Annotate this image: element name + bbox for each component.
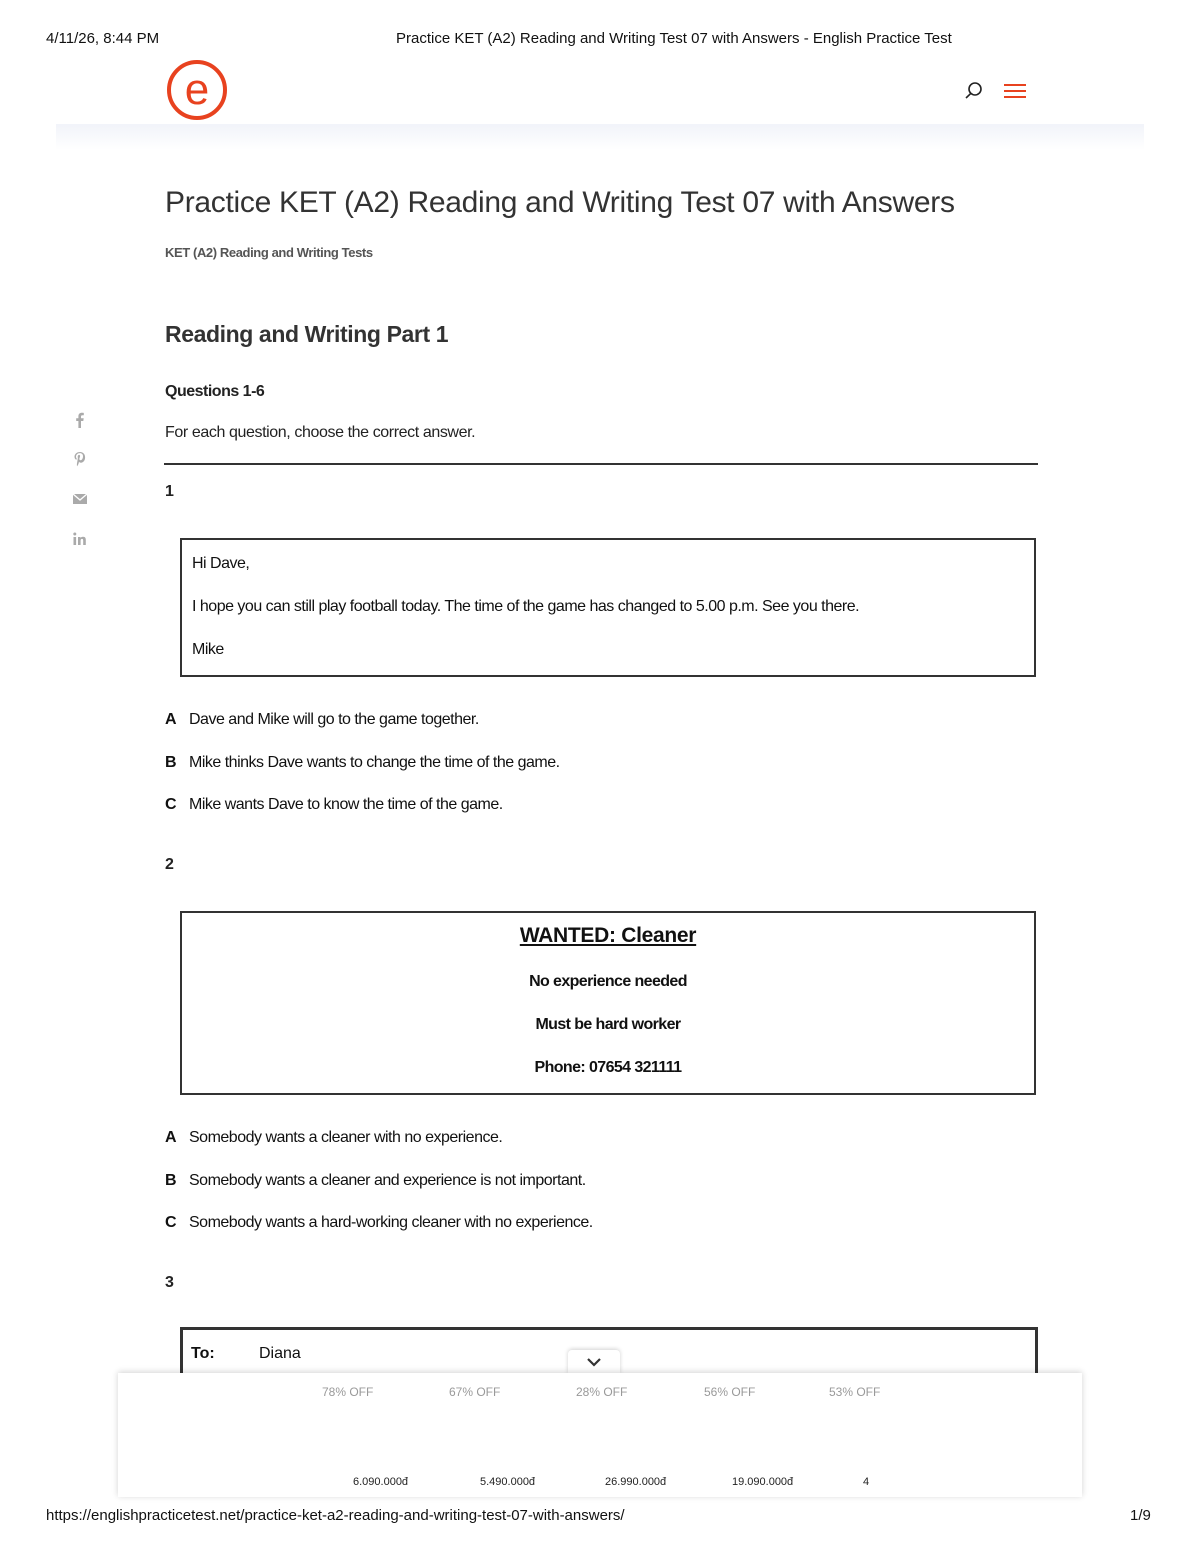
option-letter: B (165, 1172, 177, 1189)
option-text: Somebody wants a hard-working cleaner with no experience. (189, 1214, 593, 1231)
ad-banner[interactable] (118, 1373, 1082, 1497)
hamburger-icon (1003, 81, 1027, 101)
share-linkedin[interactable] (70, 530, 90, 550)
product-price: 19.090.000đ (732, 1476, 794, 1488)
product-discount: 28% OFF (576, 1385, 628, 1399)
answer-option[interactable] (165, 754, 560, 772)
print-url: https://englishpracticetest.net/practice-ket-a2-reading-and-writing-test-07-with-answers/ (46, 1507, 625, 1524)
notice-line: Phone: 07654 321111 (534, 1059, 682, 1076)
answer-option[interactable] (165, 1172, 586, 1190)
facebook-icon (71, 411, 89, 429)
collapse-ad-button[interactable] (568, 1350, 620, 1374)
share-pinterest[interactable] (70, 450, 90, 470)
product-price: 4 (863, 1476, 870, 1488)
menu-button[interactable] (1003, 81, 1027, 101)
option-text: Mike thinks Dave wants to change the time of the game. (189, 754, 560, 771)
search-icon (962, 79, 986, 103)
section-heading: Reading and Writing Part 1 (165, 321, 449, 347)
email-icon (71, 490, 89, 508)
option-text: Dave and Mike will go to the game together. (189, 711, 479, 728)
linkedin-icon (71, 530, 89, 548)
notice-box (180, 911, 1036, 1095)
option-letter: A (165, 1129, 177, 1146)
product-price: 5.490.000đ (480, 1476, 536, 1488)
share-email[interactable] (70, 490, 90, 510)
answer-option[interactable] (165, 1129, 502, 1147)
ad-product-strip (118, 1373, 881, 1497)
print-page-number: 1/9 (1130, 1507, 1151, 1524)
message-signature: Mike (192, 641, 224, 658)
product-discount: 56% OFF (704, 1385, 756, 1399)
logo-icon (165, 58, 229, 122)
header-divider (56, 124, 1144, 150)
option-letter: B (165, 754, 177, 771)
option-text: Mike wants Dave to know the time of the game. (189, 796, 503, 813)
chevron-down-icon (587, 1358, 601, 1367)
print-footer (0, 1507, 1200, 1527)
message-body: I hope you can still play football today. The time of the game has changed to 5.00 p.m. See you there. (192, 598, 860, 615)
question-number: 3 (165, 1274, 174, 1291)
product-discount: 78% OFF (322, 1385, 374, 1399)
answer-option[interactable] (165, 796, 503, 814)
page-title: Practice KET (A2) Reading and Writing Test 07 with Answers (165, 186, 955, 219)
search-button[interactable] (962, 79, 986, 103)
notice-line: Must be hard worker (535, 1016, 681, 1033)
option-text: Somebody wants a cleaner and experience is not important. (189, 1172, 586, 1189)
option-letter: C (165, 796, 177, 813)
print-header (0, 30, 1200, 50)
answer-option[interactable] (165, 1214, 593, 1232)
memo-value: Diana (259, 1345, 301, 1362)
question-number: 2 (165, 856, 174, 873)
message-box (180, 538, 1036, 677)
pinterest-icon (71, 450, 89, 468)
svg-text:e: e (184, 65, 210, 114)
answer-option[interactable] (165, 711, 479, 729)
product-price: 6.090.000đ (353, 1476, 409, 1488)
product-discount: 53% OFF (829, 1385, 881, 1399)
option-letter: C (165, 1214, 177, 1231)
notice-heading: WANTED: Cleaner (519, 924, 697, 947)
question-number: 1 (165, 483, 174, 500)
notice-line: No experience needed (529, 973, 687, 990)
option-text: Somebody wants a cleaner with no experience. (189, 1129, 503, 1146)
product-price: 26.990.000đ (605, 1476, 667, 1488)
memo-label: To: (191, 1345, 215, 1362)
category-link[interactable]: KET (A2) Reading and Writing Tests (165, 245, 373, 260)
message-greeting: Hi Dave, (192, 555, 250, 572)
print-datetime: 4/11/26, 8:44 PM (46, 30, 160, 47)
instruction-text: For each question, choose the correct answer. (165, 424, 476, 441)
questions-range: Questions 1-6 (165, 383, 265, 400)
share-facebook[interactable] (70, 411, 90, 431)
print-doc-title: Practice KET (A2) Reading and Writing Test 07 with Answers - English Practice Test (396, 30, 952, 47)
site-logo[interactable] (165, 58, 229, 122)
section-divider (164, 463, 1038, 465)
product-discount: 67% OFF (449, 1385, 501, 1399)
option-letter: A (165, 711, 177, 728)
